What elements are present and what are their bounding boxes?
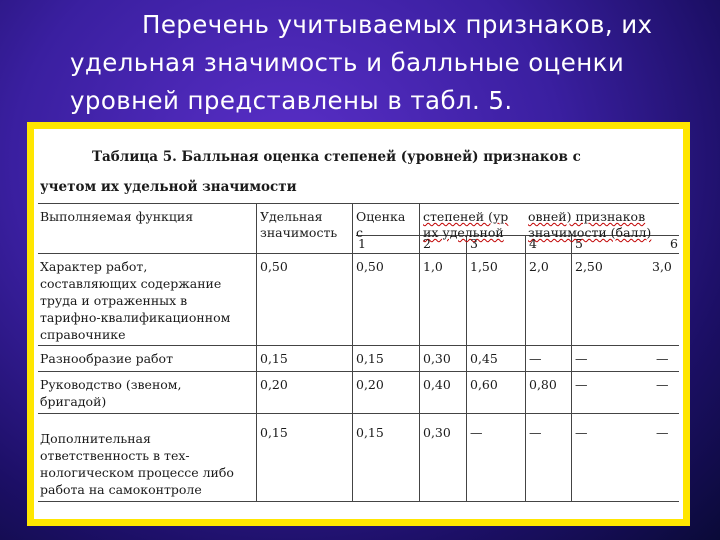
row-1-level-5: 2,50 [575,259,603,274]
row-4-function-line-1: Дополнительная [40,431,151,446]
row-1-function-line-2: составляющих содержание [40,276,222,291]
header-function: Выполняемая функция [40,209,194,224]
row-1-level-4: 2,0 [529,259,549,274]
row-3-level-3: 0,60 [470,377,498,392]
row-2-function-line-1: Разнообразие работ [40,351,173,366]
level-6: 6 [670,236,678,251]
row-2-weight: 0,15 [260,351,288,366]
col-divider-5 [525,235,526,501]
row-4-level-3: — [470,425,483,440]
row-1-function-line-5: справочнике [40,327,126,342]
slide-title-line-1: Перечень учитываемых признаков, их [142,10,653,39]
col-divider-6 [571,235,572,501]
header-score-c-line-1: овней) признаков [528,209,646,224]
row-2-level-2: 0,30 [423,351,451,366]
row-1-level-2: 1,0 [423,259,443,274]
row-4-level-4: — [529,425,542,440]
row-3-function-line-2: бригадой) [40,394,107,409]
row-2-level-6: — [656,351,669,366]
table-bottom-border [38,501,679,502]
header-score-a-line-2: с [356,225,364,240]
scanned-table-frame [27,122,690,526]
header-bottom-border [38,253,679,254]
row-4-level-1: 0,15 [356,425,384,440]
row-border-1 [38,345,679,346]
row-border-2 [38,371,679,372]
row-1-function-line-1: Характер работ, [40,259,148,274]
col-divider-2 [352,203,353,501]
row-3-level-1: 0,20 [356,377,384,392]
level-1: 1 [358,236,366,251]
header-score-b-line-1: степеней (ур [423,209,509,224]
row-1-function-line-4: тарифно-квалификационном [40,310,231,325]
row-border-3 [38,413,679,414]
row-3-function-line-1: Руководство (звеном, [40,377,182,392]
header-weight-line-2: значимость [260,225,338,240]
row-4-level-2: 0,30 [423,425,451,440]
header-score-b-line-2: их удельной [423,225,504,240]
level-5: 5 [575,236,583,251]
level-2: 2 [423,236,431,251]
scanned-table [34,129,683,519]
level-4: 4 [529,236,537,251]
row-4-function-line-3: нологическом процессе либо [40,465,234,480]
row-3-level-4: 0,80 [529,377,557,392]
row-4-level-6: — [656,425,669,440]
row-2-level-5: — [575,351,588,366]
row-4-function-line-4: работа на самоконтроле [40,482,202,497]
row-3-weight: 0,20 [260,377,288,392]
table-caption-line-2: учетом их удельной значимости [40,179,297,195]
level-3: 3 [470,236,478,251]
row-1-weight: 0,50 [260,259,288,274]
col-divider-4 [466,235,467,501]
col-divider-3 [419,203,420,501]
row-3-level-5: — [575,377,588,392]
header-weight-line-1: Удельная [260,209,323,224]
row-1-level-3: 1,50 [470,259,498,274]
header-score-a-line-1: Оценка [356,209,406,224]
row-4-level-5: — [575,425,588,440]
row-2-level-1: 0,15 [356,351,384,366]
row-4-weight: 0,15 [260,425,288,440]
row-3-level-6: — [656,377,669,392]
row-1-level-6: 3,0 [652,259,672,274]
col-divider-1 [256,203,257,501]
row-4-function-line-2: ответственность в тех- [40,448,190,463]
row-1-level-1: 0,50 [356,259,384,274]
slide-title-line-2: удельная значимость и балльные оценки [70,48,625,77]
header-score-c-line-2: значимости (балл) [528,225,652,240]
row-3-level-2: 0,40 [423,377,451,392]
table-top-border [38,203,679,204]
table-caption-line-1: Таблица 5. Балльная оценка степеней (уровней) признаков с [92,149,581,165]
slide-title [70,6,670,120]
row-2-level-4: — [529,351,542,366]
row-2-level-3: 0,45 [470,351,498,366]
slide-title-line-3: уровней представлены в табл. 5. [70,86,513,115]
row-1-function-line-3: труда и отраженных в [40,293,188,308]
